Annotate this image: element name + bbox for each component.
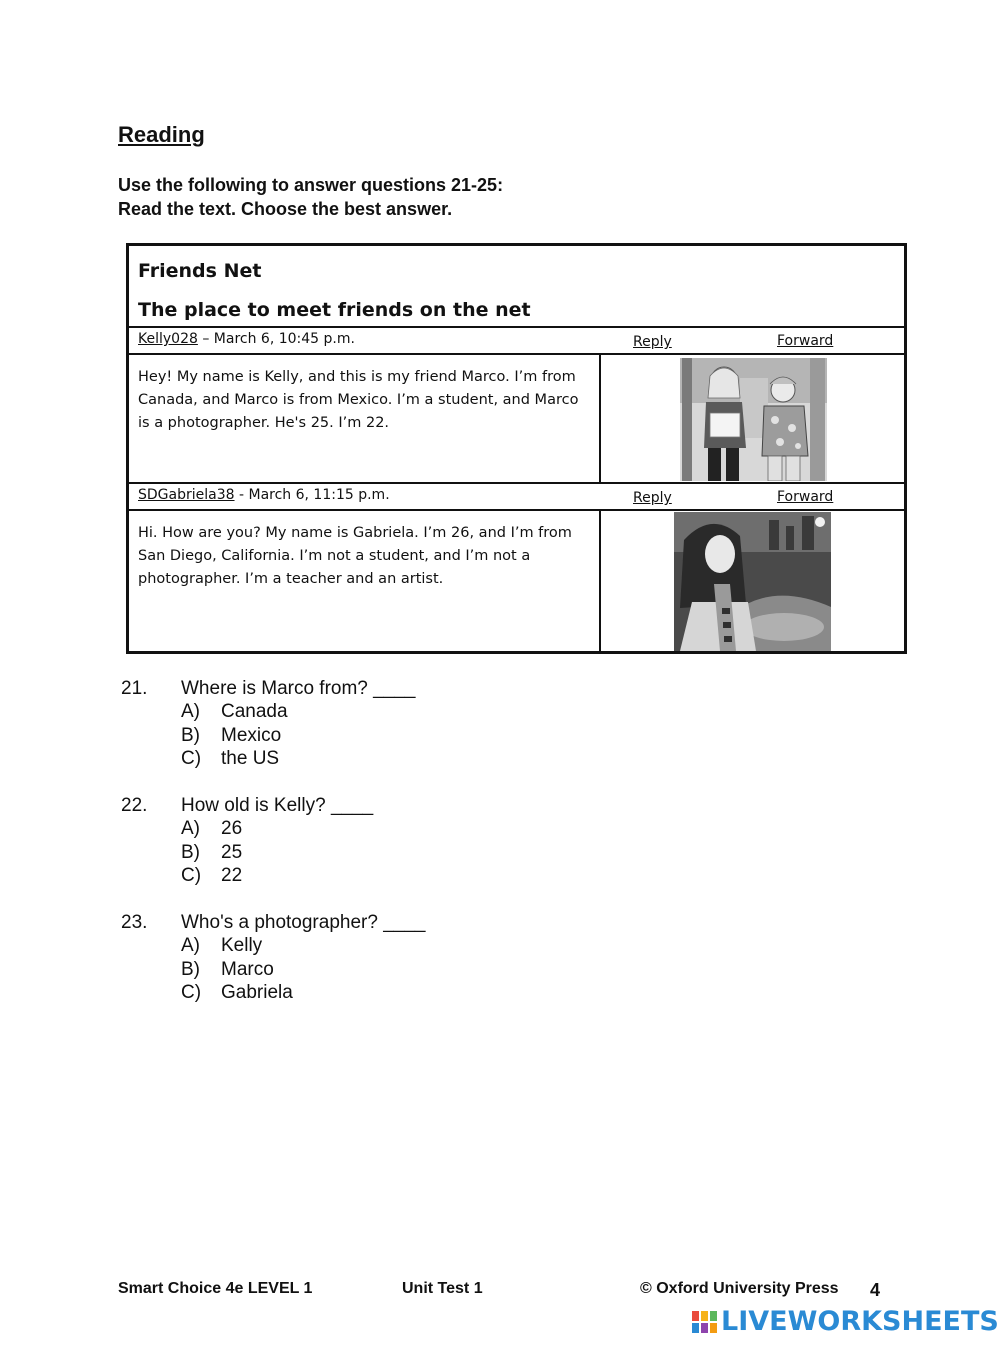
post-username-link[interactable]: SDGabriela38: [138, 487, 235, 503]
liveworksheets-logo-icon: [692, 1311, 717, 1333]
option-text: 25: [221, 842, 243, 863]
option-letter: A): [181, 701, 200, 722]
gabriela-stadium-photo: [674, 512, 831, 651]
instruction-line-2: Read the text. Choose the best answer.: [118, 199, 453, 219]
friends-net-subtitle: The place to meet friends on the net: [138, 299, 531, 321]
footer-unit: Unit Test 1: [402, 1280, 483, 1297]
instruction-line-1: Use the following to answer questions 21-25:: [118, 175, 504, 195]
friends-net-box: [126, 243, 907, 654]
section-title: Reading: [118, 122, 205, 147]
option-text: Mexico: [221, 725, 282, 746]
question-number: 22.: [121, 795, 148, 816]
liveworksheets-logo[interactable]: [692, 1306, 999, 1337]
question-stem: Who's a photographer? ____: [181, 912, 426, 933]
divider: [599, 353, 601, 482]
post-timestamp: - March 6, 11:15 p.m.: [234, 487, 390, 503]
option-text: 26: [221, 818, 243, 839]
answer-option[interactable]: [181, 748, 279, 770]
option-text: Marco: [221, 959, 274, 980]
post-body: Hey! My name is Kelly, and this is my friend Marco. I’m from Canada, and Marco is from Mexico. I’m a student, and Marco is a photographer. He's 25. I’m 22.: [138, 369, 579, 431]
question-number: 23.: [121, 912, 148, 933]
question-number: 21.: [121, 678, 148, 699]
option-letter: C): [181, 865, 202, 886]
reply-link[interactable]: Reply: [633, 490, 672, 506]
kelly-and-marco-photo: [680, 358, 827, 481]
post-header: [138, 331, 355, 347]
reply-link[interactable]: Reply: [633, 334, 672, 350]
forward-link[interactable]: Forward: [777, 489, 834, 505]
post-header: [138, 487, 390, 503]
option-letter: A): [181, 818, 200, 839]
option-text: Gabriela: [221, 982, 293, 1003]
liveworksheets-brand-text: LIVEWORKSHEETS: [721, 1306, 999, 1337]
option-text: Kelly: [221, 935, 263, 956]
divider: [599, 509, 601, 651]
footer-book-title: Smart Choice 4e LEVEL 1: [118, 1280, 313, 1297]
option-letter: B): [181, 959, 200, 980]
option-text: Canada: [221, 701, 288, 722]
friends-net-title: Friends Net: [138, 260, 262, 282]
answer-option[interactable]: [181, 842, 242, 864]
post-body: Hi. How are you? My name is Gabriela. I’m 26, and I’m from San Diego, California. I’m not a student, and I’m not a photographer. I’m a teacher and an artist.: [138, 525, 572, 587]
divider: [129, 509, 904, 511]
divider: [129, 326, 904, 328]
divider: [129, 353, 904, 355]
option-letter: C): [181, 748, 202, 769]
answer-option[interactable]: [181, 725, 281, 747]
answer-option[interactable]: [181, 982, 293, 1004]
option-letter: B): [181, 725, 200, 746]
answer-option[interactable]: [181, 935, 262, 957]
forward-link[interactable]: Forward: [777, 333, 834, 349]
footer-publisher: © Oxford University Press: [640, 1280, 839, 1297]
option-letter: C): [181, 982, 202, 1003]
answer-option[interactable]: [181, 701, 288, 723]
answer-option[interactable]: [181, 865, 242, 887]
answer-option[interactable]: [181, 818, 242, 840]
option-letter: B): [181, 842, 200, 863]
answer-option[interactable]: [181, 959, 274, 981]
question-stem: How old is Kelly? ____: [181, 795, 374, 816]
option-text: 22: [221, 865, 243, 886]
post-timestamp: – March 6, 10:45 p.m.: [197, 331, 355, 347]
option-letter: A): [181, 935, 200, 956]
option-text: the US: [221, 748, 280, 769]
page-number: 4: [870, 1280, 881, 1300]
question-stem: Where is Marco from? ____: [181, 678, 416, 699]
post-username-link[interactable]: Kelly028: [138, 331, 198, 347]
divider: [129, 482, 904, 484]
